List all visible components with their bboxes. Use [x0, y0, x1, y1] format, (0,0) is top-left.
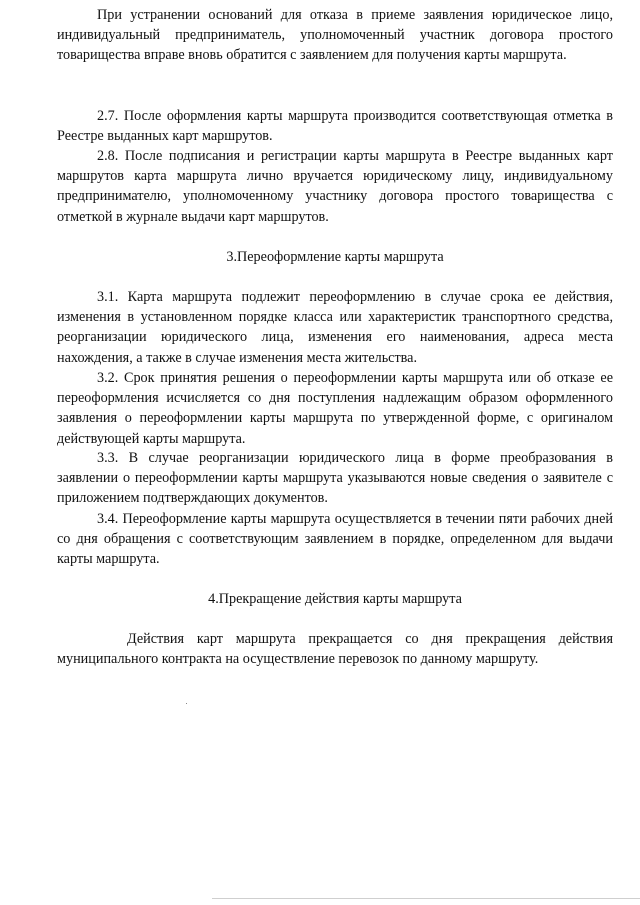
paragraph-2-8: 2.8. После подписания и регистрации карты маршрута в Реестре выданных карт маршрутов карта маршрута лично вручается юридическому лицу, индивидуальному предпринимателю, уполномоченному участнику договора простого товарищества с отметкой в журнале выдачи карт маршрутов.	[57, 148, 613, 225]
paragraph-3-3: 3.3. В случае реорганизации юридического лица в форме преобразования в заявлении о переоформлении карты маршрута указываются новые сведения о заявителе с приложением подтверждающих документов.	[57, 450, 613, 507]
section-4-heading: 4.Прекращение действия карты маршрута	[208, 591, 462, 607]
paragraph-3-2: 3.2. Срок принятия решения о переоформлении карты маршрута или об отказе ее переоформления исчисляется со дня поступления надлежащим образом оформленного заявления о переоформлении карты маршрута по утвержденной форме, с оригиналом действующей карты маршрута.	[57, 370, 613, 447]
scan-speck	[186, 703, 187, 704]
paragraph-2-7: 2.7. После оформления карты маршрута производится соответствующая отметка в Реестре выданных карт маршрутов.	[57, 108, 613, 145]
section-3-heading: 3.Переоформление карты маршрута	[226, 249, 444, 265]
bottom-edge-line	[212, 898, 640, 899]
paragraph-2-6: При устранении оснований для отказа в приеме заявления юридическое лицо, индивидуальный предприниматель, уполномоченный участник договора простого товарищества вправе вновь обратится с заявлением для получения карты маршрута.	[57, 7, 613, 64]
paragraph-3-1: 3.1. Карта маршрута подлежит переоформлению в случае срока ее действия, изменения в установленном порядке класса или характеристик транспортного средства, реорганизации юридического лица, изменения его наименования, адреса места нахождения, а также в случае изменения места жительства.	[57, 289, 613, 366]
paragraph-4: Действия карт маршрута прекращается со дня прекращения действия муниципального контракта на осуществление перевозок по данному маршруту.	[57, 631, 613, 668]
paragraph-3-4: 3.4. Переоформление карты маршрута осуществляется в течении пяти рабочих дней со дня обращения с соответствующим заявлением в порядке, определенном для выдачи карты маршрута.	[57, 511, 613, 568]
